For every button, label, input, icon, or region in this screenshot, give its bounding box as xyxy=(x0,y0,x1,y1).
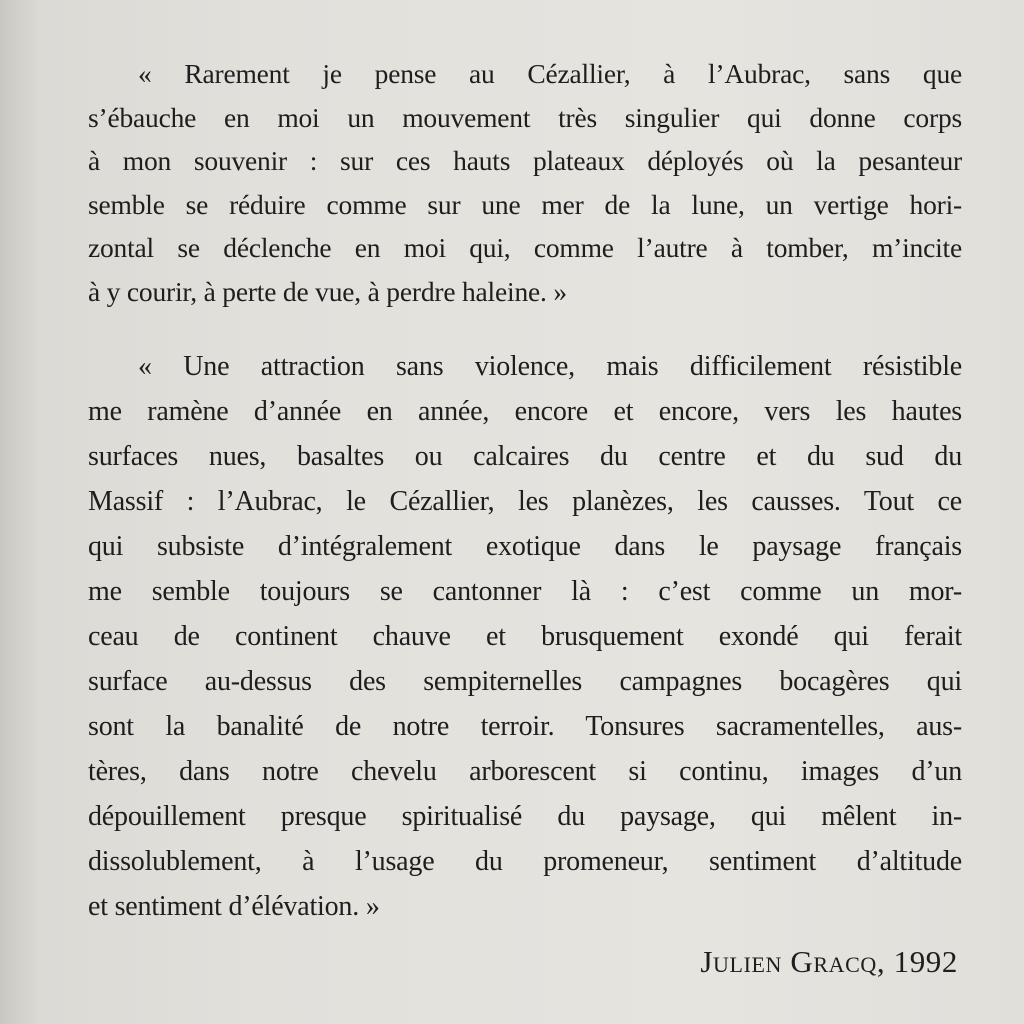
text-line: « Une attraction sans violence, mais difficilement résistible xyxy=(138,351,962,382)
text-line: et sentiment d’élévation. » xyxy=(88,891,380,922)
text-line: me ramène d’année en année, encore et encore, vers les hautes xyxy=(88,396,962,427)
text-line: à mon souvenir : sur ces hauts plateaux déployés où la pesanteur xyxy=(88,145,962,176)
text-line: dissolublement, à l’usage du promeneur, sentiment d’altitude xyxy=(88,846,962,877)
text-line: à y courir, à perte de vue, à perdre haleine. » xyxy=(88,275,567,307)
text-line: « Rarement je pense au Cézallier, à l’Aubrac, sans que xyxy=(138,58,962,89)
text-line: qui subsiste d’intégralement exotique dans le paysage français xyxy=(88,531,962,562)
text-line: Massif : l’Aubrac, le Cézallier, les planèzes, les causses. Tout ce xyxy=(88,486,962,517)
text-line: me semble toujours se cantonner là : c’est comme un mor- xyxy=(88,576,962,607)
text-line: surfaces nues, basaltes ou calcaires du centre et du sud du xyxy=(88,441,962,472)
text-line: s’ébauche en moi un mouvement très singulier qui donne corps xyxy=(88,101,962,133)
quote-paragraph-2 xyxy=(88,344,962,929)
text-line: semble se réduire comme sur une mer de la lune, un vertige hori- xyxy=(88,188,962,220)
text-line: sont la banalité de notre terroir. Tonsures sacramentelles, aus- xyxy=(88,711,962,742)
text-line: surface au-dessus des sempiternelles campagnes bocagères qui xyxy=(88,666,962,697)
text-line: tères, dans notre chevelu arborescent si continu, images d’un xyxy=(88,756,962,787)
author-signature: Julien Gracq, 1992 xyxy=(700,944,958,979)
quote-paragraph-1 xyxy=(88,52,962,313)
text-line: zontal se déclenche en moi qui, comme l’autre à tomber, m’incite xyxy=(88,232,962,263)
text-line: dépouillement presque spiritualisé du paysage, qui mêlent in- xyxy=(88,801,962,832)
text-line: ceau de continent chauve et brusquement exondé qui ferait xyxy=(88,621,962,652)
